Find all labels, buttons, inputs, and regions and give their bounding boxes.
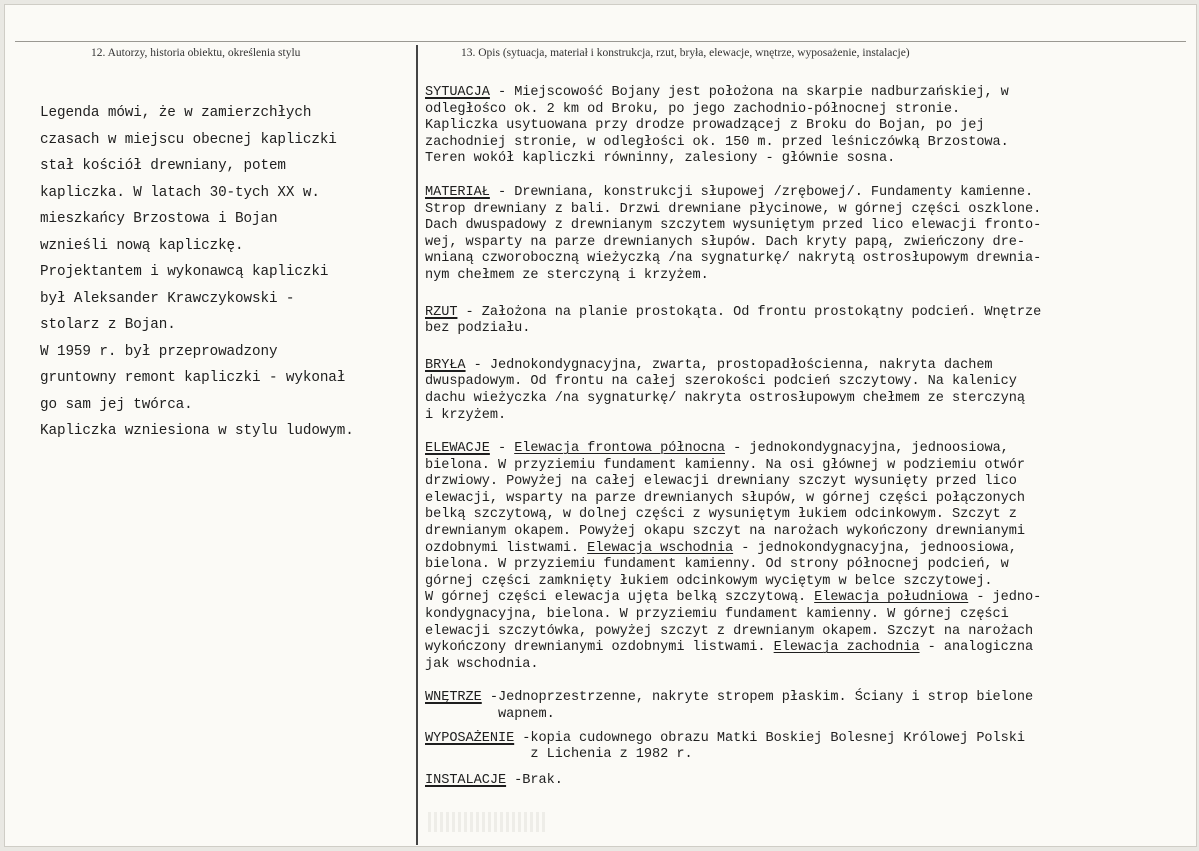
section-wyposazenie	[425, 731, 1195, 764]
wnetrze-separator: -	[481, 690, 498, 706]
instalacje-separator: -	[506, 772, 523, 788]
wnetrze-text: Jednoprzestrzenne, nakryte stropem płaskim. Ściany i strop bielone	[497, 690, 1034, 706]
sytuacja-text: Kapliczka usytuowana przy drodze prowadzącej z Broku do Bojan, po jej	[425, 118, 985, 134]
history-line: stolarz z Bojan.	[40, 317, 176, 333]
subhead-elewacja-poludniowa: Elewacja południowa	[814, 590, 969, 606]
material-text: nym chełmem ze sterczyną i krzyżem.	[425, 267, 709, 283]
subhead-elewacja-wschodnia: Elewacja wschodnia	[587, 540, 734, 556]
left-column-header: 12. Autorzy, historia obiektu, określenia stylu	[91, 47, 301, 59]
elewacje-text: drzwiowy. Powyżej na całej elewacji drewniany szczyt wysunięty przed lico	[425, 474, 1017, 490]
elewacje-text: - jednokondygnacyjna, jednoosiowa,	[725, 441, 1009, 457]
elewacje-text: jak wschodnia.	[425, 656, 539, 672]
section-bryla	[425, 358, 1195, 424]
elewacje-text: -	[489, 441, 515, 457]
history-line: go sam jej twórca.	[40, 396, 193, 413]
bryla-text: dwuspadowym. Od frontu na całej szerokości podcień szczytowy. Na kalenicy	[425, 374, 1017, 390]
sytuacja-text: - Miejscowość Bojany jest położona na skarpie nadburzańskiej, w	[489, 85, 1009, 100]
sytuacja-text: Teren wokół kapliczki równinny, zalesiony - głównie sosna.	[425, 151, 896, 167]
wyposazenie-text: z Lichenia z 1982 r.	[530, 747, 693, 763]
elewacje-text: ozdobnymi listwami.	[425, 540, 588, 556]
sytuacja-text: odległośco ok. 2 km od Broku, po jego zachodnio-północnej stronie.	[425, 101, 961, 117]
history-line: Projektantem i wykonawcą kapliczki	[40, 264, 329, 280]
label-sytuacja: SYTUACJA	[425, 85, 490, 100]
history-line: Legenda mówi, że w zamierzchłych	[40, 105, 312, 121]
section-elewacje	[425, 441, 1195, 673]
description-text	[425, 85, 1195, 789]
bryla-text: - Jednokondygnacyjna, zwarta, prostopadłościenna, nakryta dachem	[465, 357, 993, 373]
elewacje-text: wykończony drewnianymi ozdobnymi listwami.	[425, 640, 774, 656]
label-elewacje: ELEWACJE	[425, 441, 490, 457]
elewacje-text: kondygnacyjna, bielona. W przyziemiu fundament kamienny. W górnej części	[425, 607, 1009, 623]
history-line: wznieśli nową kapliczkę.	[40, 237, 244, 254]
bryla-text: i krzyżem.	[425, 407, 507, 423]
history-line: czasach w miejscu obecnej kapliczki	[40, 131, 337, 148]
elewacje-text: bielona. W przyziemiu fundament kamienny. Od strony północnej podcień, w	[425, 557, 1009, 573]
label-material: MATERIAŁ	[425, 184, 490, 200]
subhead-elewacja-zachodnia: Elewacja zachodnia	[773, 640, 920, 656]
label-bryla: BRYŁA	[425, 357, 466, 373]
material-text: Dach dwuspadowy z drewnianym szczytem wysuniętym przed lico elewacji fronto-	[425, 218, 1042, 234]
elewacje-text: bielona. W przyziemiu fundament kamienny. Na osi głównej w podziemiu otwór	[425, 457, 1025, 473]
instalacje-text: Brak.	[522, 772, 563, 788]
header-rule	[15, 41, 1186, 42]
elewacje-text: - jedno-	[968, 590, 1042, 606]
subhead-elewacja-frontowa: Elewacja frontowa północna	[514, 441, 726, 457]
history-line: gruntowny remont kapliczki - wykonał	[40, 370, 346, 386]
faded-stamp-mark	[428, 812, 548, 832]
history-line: W 1959 r. był przeprowadzony	[40, 343, 278, 360]
history-line: był Aleksander Krawczykowski -	[40, 290, 295, 307]
sytuacja-text: zachodniej stronie, w odległości ok. 150 m. przed leśniczówką Brzostowa.	[425, 134, 1009, 150]
elewacje-text: - analogiczna	[919, 640, 1034, 656]
section-wnetrze	[425, 690, 1195, 723]
wyposazenie-text: kopia cudownego obrazu Matki Boskiej Bolesnej Królowej Polski	[530, 730, 1025, 746]
rzut-text: - Założona na planie prostokąta. Od frontu prostokątny podcień. Wnętrze	[457, 304, 1042, 320]
material-text: - Drewniana, konstrukcji słupowej /zrębowej/. Fundamenty kamienne.	[489, 184, 1034, 200]
rzut-text: bez podziału.	[425, 321, 531, 337]
section-instalacje	[425, 773, 1195, 790]
elewacje-text: belką szczytową, w dolnej części z wysuniętym łukiem odcinkowym. Szczyt z	[425, 507, 1017, 523]
history-text	[40, 100, 415, 445]
material-text: wej, wsparty na parze drewnianych słupów. Dach kryty papą, zwieńczony dre-	[425, 234, 1025, 250]
material-text: wnianą czworoboczną wieżyczką /na sygnaturkę/ nakrytą ostrosłupowym drewnia-	[425, 251, 1042, 267]
elewacje-text: W górnej części elewacja ujęta belką szczytową.	[425, 590, 815, 606]
wyposazenie-separator: -	[514, 730, 531, 746]
section-sytuacja	[425, 85, 1195, 168]
section-material	[425, 185, 1195, 285]
elewacje-text: drewnianym okapem. Powyżej okapu szczyt na narożach wykończony drewnianymi	[425, 524, 1025, 540]
label-wnetrze: WNĘTRZE	[425, 690, 482, 706]
material-text: Strop drewniany z bali. Drzwi drewniane płycinowe, w górnej części oszklone.	[425, 201, 1042, 217]
section-rzut	[425, 305, 1195, 338]
label-rzut: RZUT	[425, 304, 458, 320]
history-line: kapliczka. W latach 30-tych XX w.	[40, 184, 320, 201]
history-line: stał kościół drewniany, potem	[40, 158, 286, 174]
right-column-header: 13. Opis (sytuacja, materiał i konstrukcja, rzut, bryła, elewacje, wnętrze, wyposażenie, instalacje)	[461, 47, 910, 59]
elewacje-text: elewacji, wsparty na parze drewnianych słupów, w górnej części połączonych	[425, 490, 1025, 506]
elewacje-text: elewacji szczytówka, powyżej szczyt z drewnianym okapem. Szczyt na narożach	[425, 623, 1034, 639]
column-divider	[416, 45, 418, 845]
wnetrze-text: wapnem.	[497, 707, 555, 722]
label-instalacje: INSTALACJE	[425, 772, 507, 788]
history-line: Kapliczka wzniesiona w stylu ludowym.	[40, 423, 354, 439]
elewacje-text: górnej części zamknięty łukiem odcinkowym wyciętym w belce szczytowej.	[425, 573, 993, 589]
bryla-text: dachu wieżyczka /na sygnaturkę/ nakryta ostrosłupowym chełmem ze sterczyną	[425, 390, 1025, 406]
history-line: mieszkańcy Brzostowa i Bojan	[40, 211, 278, 227]
label-wyposazenie: WYPOSAŻENIE	[425, 730, 515, 746]
elewacje-text: - jednokondygnacyjna, jednoosiowa,	[733, 540, 1017, 556]
